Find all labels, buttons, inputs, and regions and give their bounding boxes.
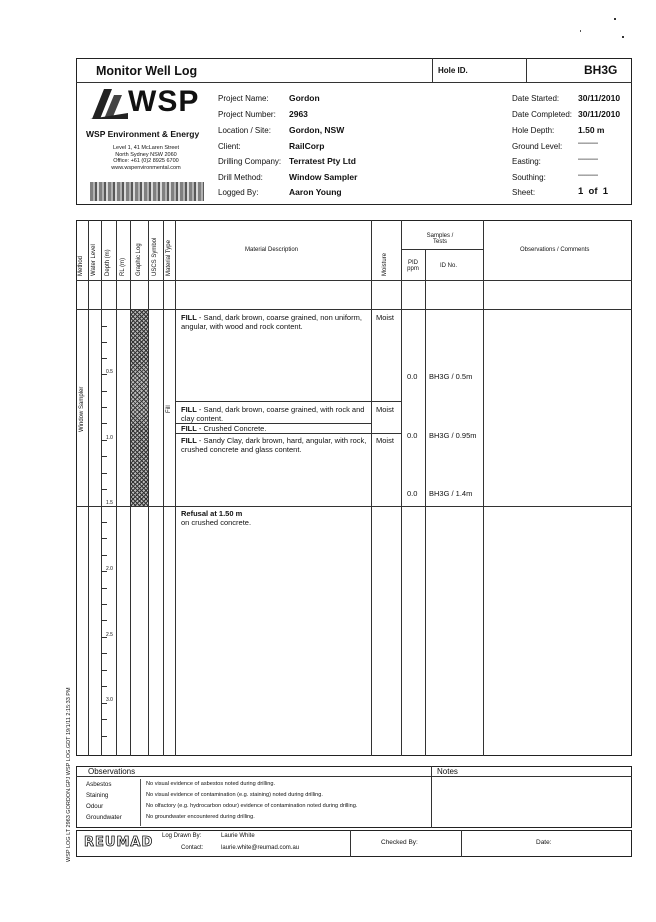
depth-label: 0.5 <box>106 369 113 375</box>
depth-label: 3.0 <box>106 697 113 703</box>
layer-name: FILL <box>181 313 197 322</box>
graphic-log-fill <box>131 310 148 506</box>
observation-label: Asbestos <box>86 781 112 788</box>
sample-pid: 0.0 <box>407 489 418 498</box>
checked-by-label: Checked By: <box>381 839 418 846</box>
drill-method-label: Drill Method: <box>218 173 263 182</box>
layer-moisture: Moist <box>376 313 394 322</box>
observation-label: Groundwater <box>86 814 122 821</box>
layer-text: - Sandy Clay, dark brown, hard, angular, with rock, crushed concrete and glass content. <box>181 436 367 454</box>
layer-description <box>181 405 369 423</box>
drawn-by: Laurie White <box>221 833 255 839</box>
layer-description <box>181 424 369 433</box>
hole-id-label: Hole ID. <box>438 66 468 75</box>
depth-label: 1.0 <box>106 435 113 441</box>
wsp-logo-mark-icon <box>90 85 130 121</box>
depth-label: 2.0 <box>106 566 113 572</box>
company-banner-image <box>90 182 204 201</box>
col-pid: PID ppm <box>407 260 419 272</box>
hole-depth-label: Hole Depth: <box>512 126 555 135</box>
logged-by-label: Logged By: <box>218 188 259 197</box>
col-material-description: Material Description <box>245 247 299 253</box>
sheet: 1 of 1 <box>578 186 609 197</box>
ground-level: ---------- <box>578 141 598 147</box>
material-type-value: Fill <box>166 405 172 413</box>
company-address-line2: North Sydney NSW 2060 <box>115 151 177 158</box>
contact-label: Contact: <box>181 845 204 851</box>
observation-text: No visual evidence of contamination (e.g. staining) noted during drilling. <box>146 792 323 798</box>
contact: laurie.white@reumad.com.au <box>221 845 300 851</box>
drilling-company: Terratest Pty Ltd <box>289 156 356 166</box>
date-started: 30/11/2010 <box>578 93 621 103</box>
logged-by: Aaron Young <box>289 187 342 197</box>
drill-method: Window Sampler <box>289 172 358 182</box>
layer-name: FILL <box>181 405 197 414</box>
client-label: Client: <box>218 142 241 151</box>
company-address-line1: Level 1, 41 McLaren Street <box>112 145 180 151</box>
layer-text: - Sand, dark brown, coarse grained, non uniform, angular, with wood and rock content. <box>181 313 362 331</box>
col-moisture: Moisture <box>382 252 388 276</box>
project-number: 2963 <box>289 109 308 119</box>
sample-pid: 0.0 <box>407 431 418 440</box>
sample-pid: 0.0 <box>407 372 418 381</box>
sample-id: BH3G / 0.95m <box>429 431 477 440</box>
layer-description <box>181 313 369 331</box>
observation-label: Staining <box>86 792 109 799</box>
hole-id: BH3G <box>584 63 618 77</box>
company-address <box>86 145 206 171</box>
col-water-level: Water Level <box>91 244 97 276</box>
method-value: Window Sampler <box>79 386 85 432</box>
company-website: www.wspenvironmental.com <box>111 164 181 171</box>
location-label: Location / Site: <box>218 126 271 135</box>
company-name: WSP Environment & Energy <box>86 129 200 139</box>
scan-speck <box>580 30 581 32</box>
easting-label: Easting: <box>512 157 541 166</box>
col-samples: Samples / Tests <box>426 233 454 245</box>
observation-label: Odour <box>86 803 104 810</box>
layer-name: FILL <box>181 424 197 433</box>
layer-text: - Sand, dark brown, coarse grained, with rock and clay content. <box>181 405 365 423</box>
location: Gordon, NSW <box>289 125 345 135</box>
date-completed-label: Date Completed: <box>512 110 573 119</box>
observation-text: No groundwater encountered during drilling. <box>146 814 255 820</box>
wsp-logo <box>90 85 200 125</box>
client: RailCorp <box>289 141 325 151</box>
southing: ---------- <box>578 173 598 179</box>
col-rl: RL (m) <box>120 257 126 276</box>
layer-text: - Crushed Concrete. <box>196 424 267 433</box>
col-material-type: Material Type <box>166 240 172 276</box>
sheet-label: Sheet: <box>512 188 536 197</box>
col-uscs: USCS Symbol <box>152 237 158 276</box>
sample-id: BH3G / 1.4m <box>429 489 473 498</box>
depth-label: 2.5 <box>106 632 113 638</box>
project-number-label: Project Number: <box>218 110 276 119</box>
col-observations: Observations / Comments <box>520 247 590 253</box>
col-method: Method <box>78 255 84 276</box>
project-name-label: Project Name: <box>218 94 269 103</box>
company-office: Office: +61 (0)2 8925 6700 <box>113 158 179 164</box>
sample-id: BH3G / 0.5m <box>429 372 473 381</box>
log-table <box>76 220 632 756</box>
notes-title: Notes <box>437 767 458 776</box>
easting: ---------- <box>578 157 598 163</box>
depth-label: 1.5 <box>106 500 113 506</box>
drilling-company-label: Drilling Company: <box>218 157 282 166</box>
refusal-title: Refusal at 1.50 m <box>181 509 243 518</box>
layer-moisture: Moist <box>376 436 394 445</box>
log-title: Monitor Well Log <box>96 64 198 78</box>
date-started-label: Date Started: <box>512 94 560 103</box>
wsp-logo-text: WSP <box>128 85 200 118</box>
observation-text: No olfactory (e.g. hydrocarbon odour) evidence of contamination noted during drilling. <box>146 803 358 809</box>
ground-level-label: Ground Level: <box>512 142 563 151</box>
southing-label: Southing: <box>512 173 546 182</box>
side-stamp: WSP LOG LT 2963 GORDON.GPJ WSP LOG.GDT 19/1/11 2:15:33 PM <box>66 687 72 862</box>
observations-title: Observations <box>88 767 136 776</box>
observation-text: No visual evidence of asbestos noted during drilling. <box>146 781 276 787</box>
reumad-logo: REUMAD <box>84 835 154 850</box>
col-graphic-log: Graphic Log <box>136 243 142 276</box>
layer-moisture: Moist <box>376 405 394 414</box>
layer-description <box>181 436 369 454</box>
date-completed: 30/11/2010 <box>578 109 621 119</box>
hole-depth: 1.50 m <box>578 125 605 135</box>
project-name: Gordon <box>289 93 320 103</box>
col-depth: Depth (m) <box>105 249 111 276</box>
refusal-note: on crushed concrete. <box>181 518 252 527</box>
drawn-by-label: Log Drawn By: <box>162 833 202 839</box>
scan-speck <box>622 36 624 38</box>
date-label: Date: <box>536 839 552 846</box>
col-id-no: ID No. <box>440 263 458 269</box>
layer-name: FILL <box>181 436 197 445</box>
scan-speck <box>614 18 616 20</box>
